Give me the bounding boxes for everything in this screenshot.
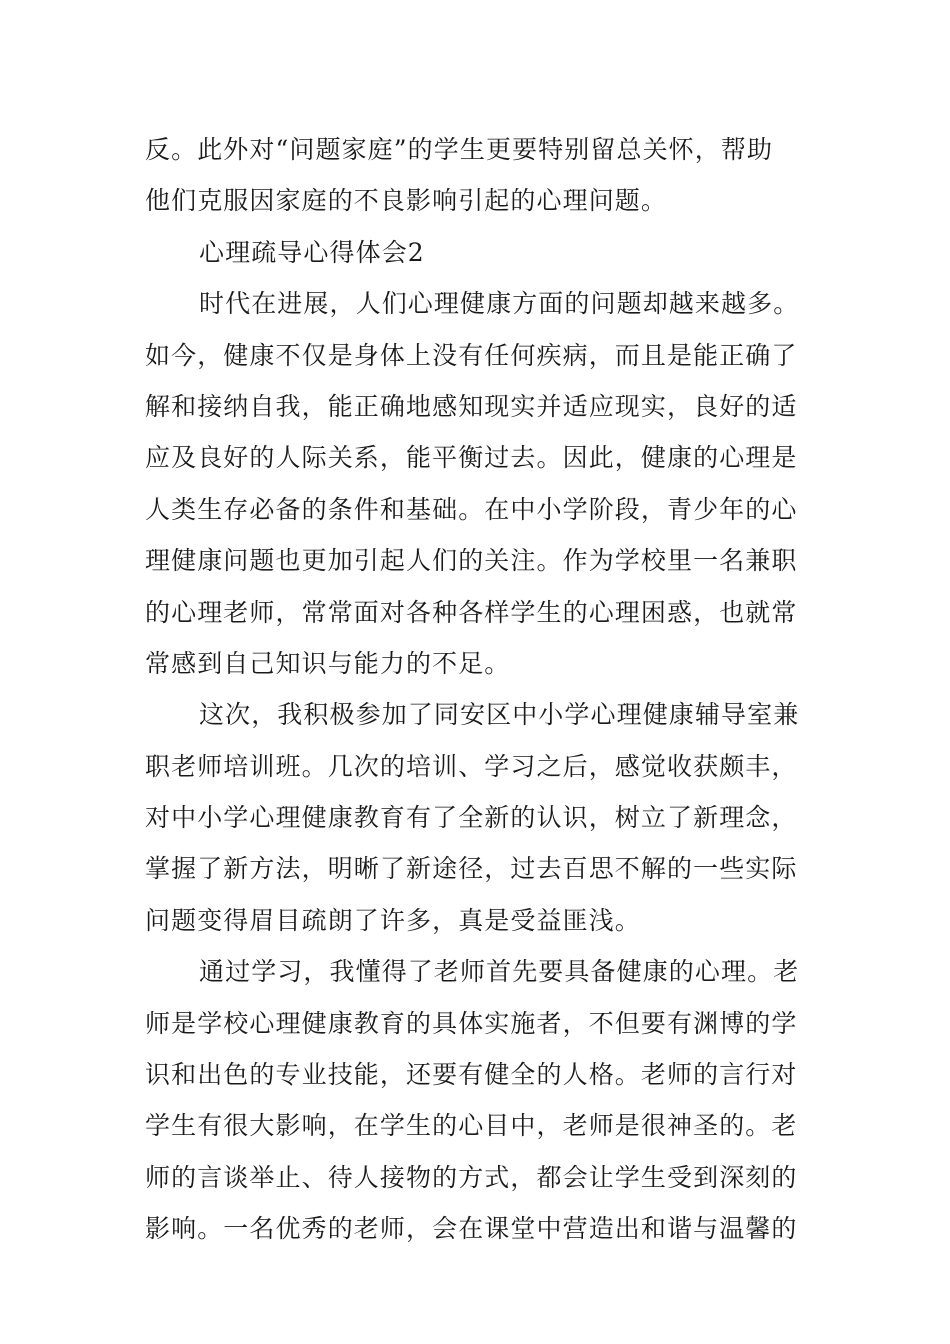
- text-line: 他们克服因家庭的不良影响引起的心理问题。: [145, 186, 668, 216]
- text-line: 理健康问题也更加引起人们的关注。作为学校里一名兼职: [145, 546, 798, 576]
- section-heading: 心理疏导心得体会2: [199, 237, 425, 267]
- text-line: 应及良好的人际关系，能平衡过去。因此，健康的心理是: [145, 443, 798, 473]
- text-line: 如今，健康不仅是身体上没有任何疾病，而且是能正确了: [145, 340, 798, 370]
- text-line: 解和接纳自我，能正确地感知现实并适应现实，良好的适: [145, 391, 798, 421]
- body-text: [145, 124, 810, 1255]
- text-line: 学生有很大影响，在学生的心目中，老师是很神圣的。老: [145, 1111, 798, 1141]
- text-line: 时代在进展，人们心理健康方面的问题却越来越多。: [199, 289, 800, 319]
- text-line: 对中小学心理健康教育有了全新的认识，树立了新理念，: [145, 803, 798, 833]
- text-line: 的心理老师，常常面对各种各样学生的心理困惑，也就常: [145, 597, 798, 627]
- text-line: 人类生存必备的条件和基础。在中小学阶段，青少年的心: [145, 494, 798, 524]
- text-line: 这次，我积极参加了同安区中小学心理健康辅导室兼: [199, 700, 800, 730]
- text-line: 掌握了新方法，明晰了新途径，过去百思不解的一些实际: [145, 854, 798, 884]
- text-line: 问题变得眉目疏朗了许多，真是受益匪浅。: [145, 905, 641, 935]
- text-line: 反。此外对“问题家庭”的学生更要特别留总关怀，帮助: [145, 135, 774, 164]
- text-line: 职老师培训班。几次的培训、学习之后，感觉收获颇丰，: [145, 751, 798, 781]
- text-line: 识和出色的专业技能，还要有健全的人格。老师的言行对: [145, 1060, 798, 1090]
- text-line: 师的言谈举止、待人接物的方式，都会让学生受到深刻的: [145, 1162, 798, 1192]
- text-line: 影响。一名优秀的老师，会在课堂中营造出和谐与温馨的: [145, 1214, 798, 1244]
- text-line: 通过学习，我懂得了老师首先要具备健康的心理。老: [199, 957, 800, 987]
- text-line: 师是学校心理健康教育的具体实施者，不但要有渊博的学: [145, 1008, 798, 1038]
- text-line: 常感到自己知识与能力的不足。: [145, 648, 511, 678]
